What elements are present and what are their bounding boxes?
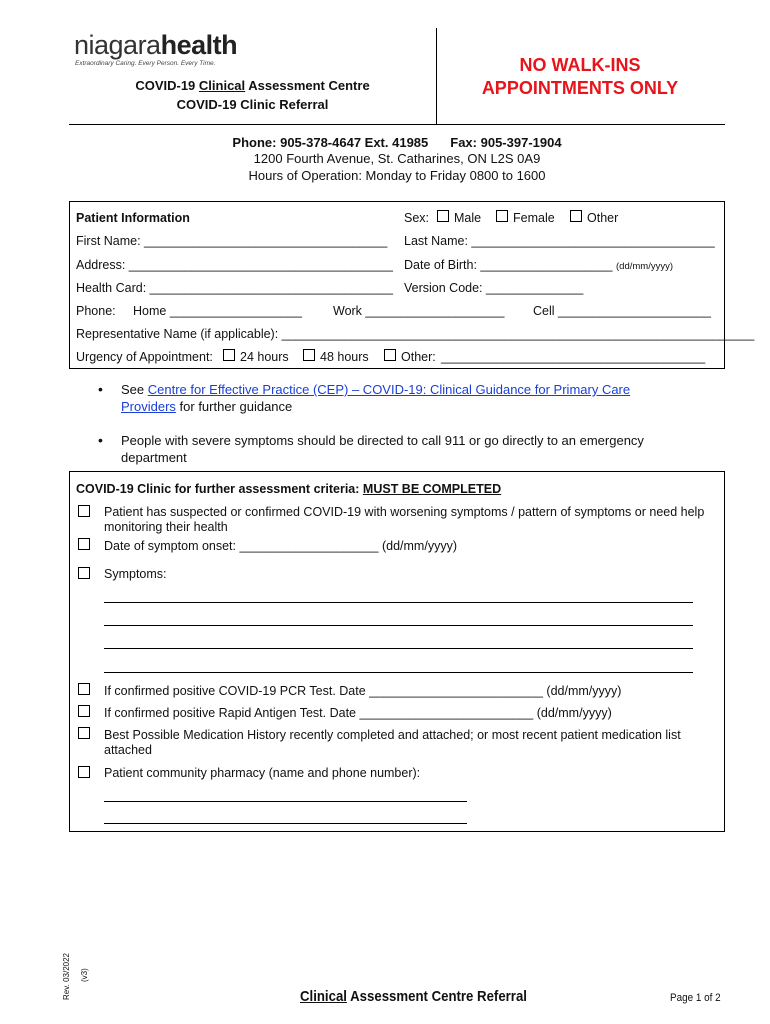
criterion-worsening-line-1: Patient has suspected or confirmed COVID-19 with worsening symptoms / pattern of symptoms or need help	[104, 505, 705, 519]
symptoms-line[interactable]	[104, 602, 693, 603]
contact-address: 1200 Fourth Avenue, St. Catharines, ON L2S 0A9	[253, 151, 541, 166]
contact-phone-fax: Phone: 905-378-4647 Ext. 41985 Fax: 905-397-1904	[232, 135, 562, 150]
rapid-antigen-checkbox[interactable]	[78, 705, 90, 717]
criterion-worsening-checkbox[interactable]	[78, 505, 90, 517]
sex-other-checkbox[interactable]	[570, 210, 582, 222]
sex-male-checkbox[interactable]	[437, 210, 449, 222]
cep-guidance-line-2: Providers for further guidance	[121, 399, 293, 414]
dob-field[interactable]: Date of Birth: ___________________ (dd/mm/yyyy)	[404, 258, 673, 272]
cep-guidance-link[interactable]: Centre for Effective Practice (CEP) – COVID-19: Clinical Guidance for Primary Care	[147, 382, 631, 397]
logo-tagline: Extraordinary Caring. Every Person. Every Time.	[75, 60, 216, 67]
pcr-test-checkbox[interactable]	[78, 683, 90, 695]
health-card-field[interactable]: Health Card: ___________________________________	[76, 281, 393, 295]
notice-line-1: NO WALK-INS	[519, 55, 641, 75]
medication-history-line-1: Best Possible Medication History recently completed and attached; or most recent patient medication list	[104, 728, 681, 742]
logo: niagarahealth	[74, 30, 238, 60]
urgency-other-checkbox[interactable]	[384, 349, 396, 361]
form-subtitle: COVID-19 Clinic Referral	[176, 97, 329, 112]
criterion-worsening-line-2: monitoring their health	[104, 520, 228, 534]
pcr-test-field[interactable]: If confirmed positive COVID-19 PCR Test. Date _________________________ (dd/mm/yyyy)	[104, 684, 622, 698]
urgency-48h-checkbox[interactable]	[303, 349, 315, 361]
urgency-label: Urgency of Appointment:	[76, 350, 213, 364]
header-rule	[69, 124, 725, 125]
sex-other-label: Other	[587, 211, 619, 225]
criteria-heading: COVID-19 Clinic for further assessment criteria: MUST BE COMPLETED	[76, 482, 502, 496]
phone-label: Phone:	[76, 304, 116, 318]
rapid-antigen-field[interactable]: If confirmed positive Rapid Antigen Test. Date _________________________ (dd/mm/yyyy)	[104, 706, 612, 720]
home-phone-field[interactable]: Home ___________________	[133, 304, 302, 318]
medication-history-checkbox[interactable]	[78, 727, 90, 739]
notice-line-2: APPOINTMENTS ONLY	[481, 78, 679, 98]
urgency-other-field[interactable]: ______________________________________	[441, 350, 706, 364]
symptom-onset-field[interactable]: Date of symptom onset: ____________________ (dd/mm/yyyy)	[104, 539, 457, 553]
medication-history-line-2: attached	[104, 743, 152, 757]
cell-phone-field[interactable]: Cell ______________________	[533, 304, 711, 318]
cep-guidance-line-1: See Centre for Effective Practice (CEP) – COVID-19: Clinical Guidance for Primary Care	[121, 382, 631, 397]
symptoms-line[interactable]	[104, 672, 693, 673]
pharmacy-line[interactable]	[104, 823, 467, 824]
footer-title: Clinical Assessment Centre Referral	[300, 988, 527, 1005]
symptoms-line[interactable]	[104, 625, 693, 626]
address-field[interactable]: Address: ______________________________________	[76, 258, 393, 272]
header-divider	[436, 28, 437, 124]
patient-info-heading: Patient Information	[76, 211, 190, 225]
symptoms-line[interactable]	[104, 648, 693, 649]
bullet-dot: •	[98, 432, 103, 448]
bullet-dot: •	[98, 381, 103, 397]
urgency-other-label: Other:	[401, 350, 436, 364]
version-code-field[interactable]: Version Code: ______________	[404, 281, 584, 295]
pharmacy-line[interactable]	[104, 801, 467, 802]
page-number: Page 1 of 2	[670, 992, 721, 1004]
symptoms-checkbox[interactable]	[78, 567, 90, 579]
sex-female-label: Female	[513, 211, 555, 225]
sex-male-label: Male	[454, 211, 482, 225]
symptom-onset-checkbox[interactable]	[78, 538, 90, 550]
severe-symptoms-line-2: department	[121, 450, 187, 465]
cep-guidance-link-cont[interactable]: Providers	[121, 399, 176, 414]
symptoms-label: Symptoms:	[104, 567, 167, 581]
urgency-48h-label: 48 hours	[320, 350, 369, 364]
work-phone-field[interactable]: Work ____________________	[333, 304, 505, 318]
last-name-field[interactable]: Last Name: ___________________________________	[404, 234, 715, 248]
representative-field[interactable]: Representative Name (if applicable): ____________________________________________________________________	[76, 327, 755, 341]
urgency-24h-checkbox[interactable]	[223, 349, 235, 361]
pharmacy-checkbox[interactable]	[78, 766, 90, 778]
contact-hours: Hours of Operation: Monday to Friday 0800 to 1600	[248, 168, 546, 183]
severe-symptoms-line-1: People with severe symptoms should be directed to call 911 or go directly to an emergency	[121, 433, 644, 448]
pharmacy-label: Patient community pharmacy (name and phone number):	[104, 766, 421, 780]
sex-female-checkbox[interactable]	[496, 210, 508, 222]
sex-label: Sex:	[404, 211, 430, 225]
urgency-24h-label: 24 hours	[240, 350, 289, 364]
version-label: (v3)	[80, 968, 89, 982]
first-name-field[interactable]: First Name: ___________________________________	[76, 234, 388, 248]
form-title: COVID-19 Clinical Assessment Centre	[135, 78, 370, 93]
revision-label: Rev. 03/2022	[62, 953, 71, 1000]
